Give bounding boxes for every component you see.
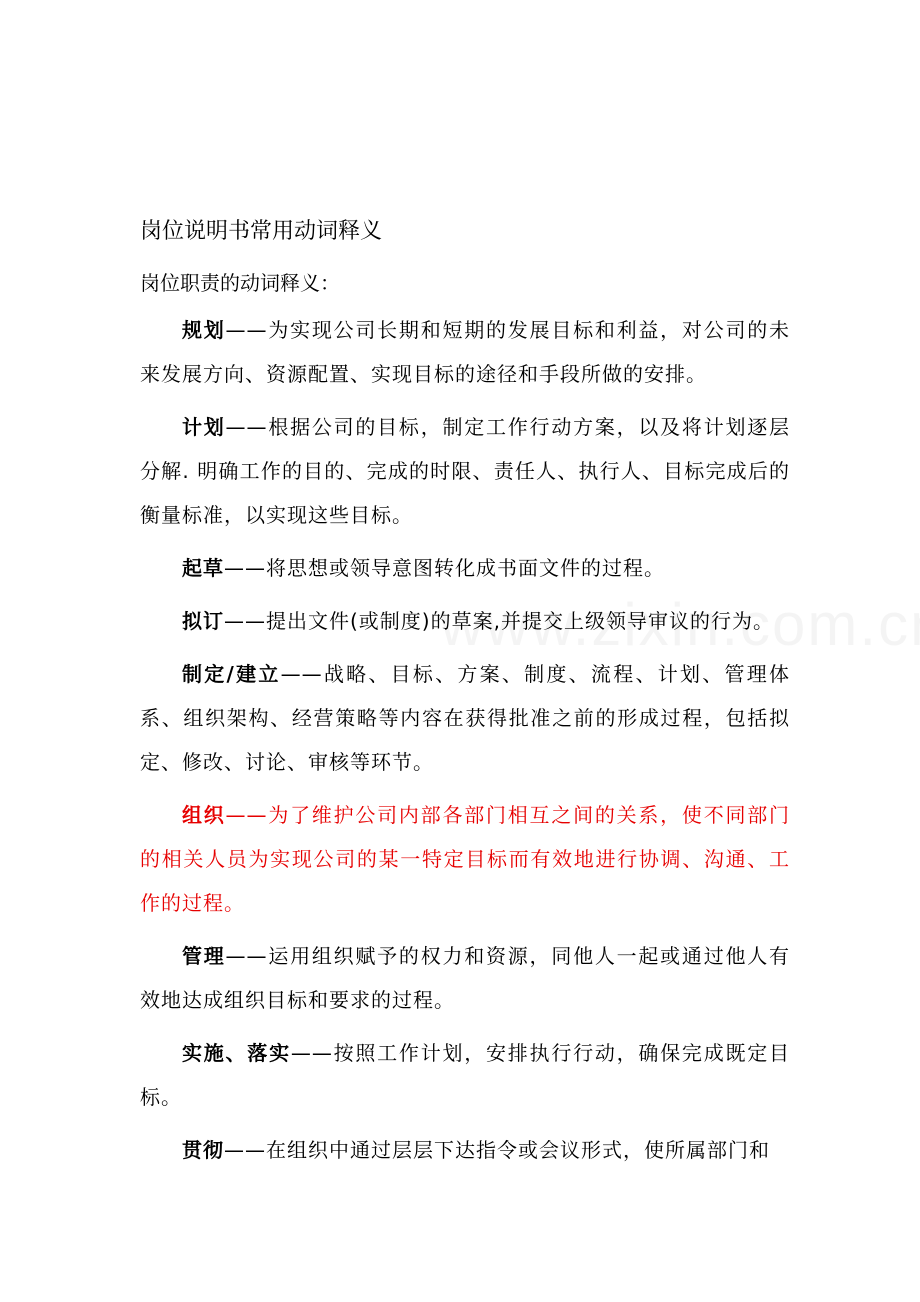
definition-term: 制定/建立 xyxy=(182,662,281,686)
definition-term: 起草 xyxy=(182,556,224,580)
definition-text: 为了维护公司内部各部门相互之间的关系，使不同部门的相关人员为实现公司的某一特定目标而有效地进行协调、沟通、工作的过程。 xyxy=(140,803,791,915)
definition-text: 在组织中通过层层下达指令或会议形式，使所属部门和 xyxy=(266,1138,770,1162)
definition-term: 贯彻 xyxy=(182,1138,224,1162)
definition-entry-zuzhi xyxy=(140,793,790,925)
definition-entry-guanche xyxy=(140,1128,790,1172)
definition-term: 拟订 xyxy=(182,609,224,633)
definition-separator: —— xyxy=(225,803,268,827)
definition-separator: —— xyxy=(225,944,268,968)
definition-term: 组织 xyxy=(182,803,226,827)
definition-separator: —— xyxy=(225,318,268,342)
definition-separator: —— xyxy=(224,1138,266,1162)
definition-term: 计划 xyxy=(182,415,226,439)
definition-separator: —— xyxy=(280,662,323,686)
definition-entry-jihua xyxy=(140,405,790,537)
definition-text: 将思想或领导意图转化成书面文件的过程。 xyxy=(266,556,665,580)
definition-separator: —— xyxy=(224,556,266,580)
definition-entry-shishi xyxy=(140,1031,790,1119)
section-subtitle: 岗位职责的动词释义： xyxy=(140,271,340,295)
definition-separator: —— xyxy=(290,1041,333,1065)
definition-entry-zhiding xyxy=(140,652,790,784)
definition-text: 为实现公司长期和短期的发展目标和利益，对公司的未来发展方向、资源配置、实现目标的途径和手段所做的安排。 xyxy=(140,318,791,386)
definition-term: 规划 xyxy=(182,318,226,342)
definition-text: 战略、目标、方案、制度、流程、计划、管理体系、组织架构、经营策略等内容在获得批准之前的形成过程，包括拟定、修改、讨论、审核等环节。 xyxy=(140,662,790,774)
definition-text: 根据公司的目标，制定工作行动方案，以及将计划逐层分解. 明确工作的目的、完成的时限、责任人、执行人、目标完成后的衡量标准，以实现这些目标。 xyxy=(140,415,791,527)
definition-text: 运用组织赋予的权力和资源，同他人一起或通过他人有效地达成组织目标和要求的过程。 xyxy=(140,944,791,1012)
definition-entry-guanli xyxy=(140,934,790,1022)
definition-entry-qicao xyxy=(140,546,790,590)
definition-entry-niding xyxy=(140,599,790,643)
definition-separator: —— xyxy=(224,609,266,633)
document-title: 岗位说明书常用动词释义 xyxy=(140,219,383,244)
definition-term: 实施、落实 xyxy=(182,1041,291,1065)
definition-list xyxy=(140,308,790,1181)
definition-text: 提出文件(或制度)的草案,并提交上级领导审议的行为。 xyxy=(266,609,774,633)
definition-entry-guihua xyxy=(140,308,790,396)
definition-separator: —— xyxy=(225,415,268,439)
definition-text: 按照工作计划，安排执行行动，确保完成既定目标。 xyxy=(140,1041,791,1109)
definition-term: 管理 xyxy=(182,944,226,968)
